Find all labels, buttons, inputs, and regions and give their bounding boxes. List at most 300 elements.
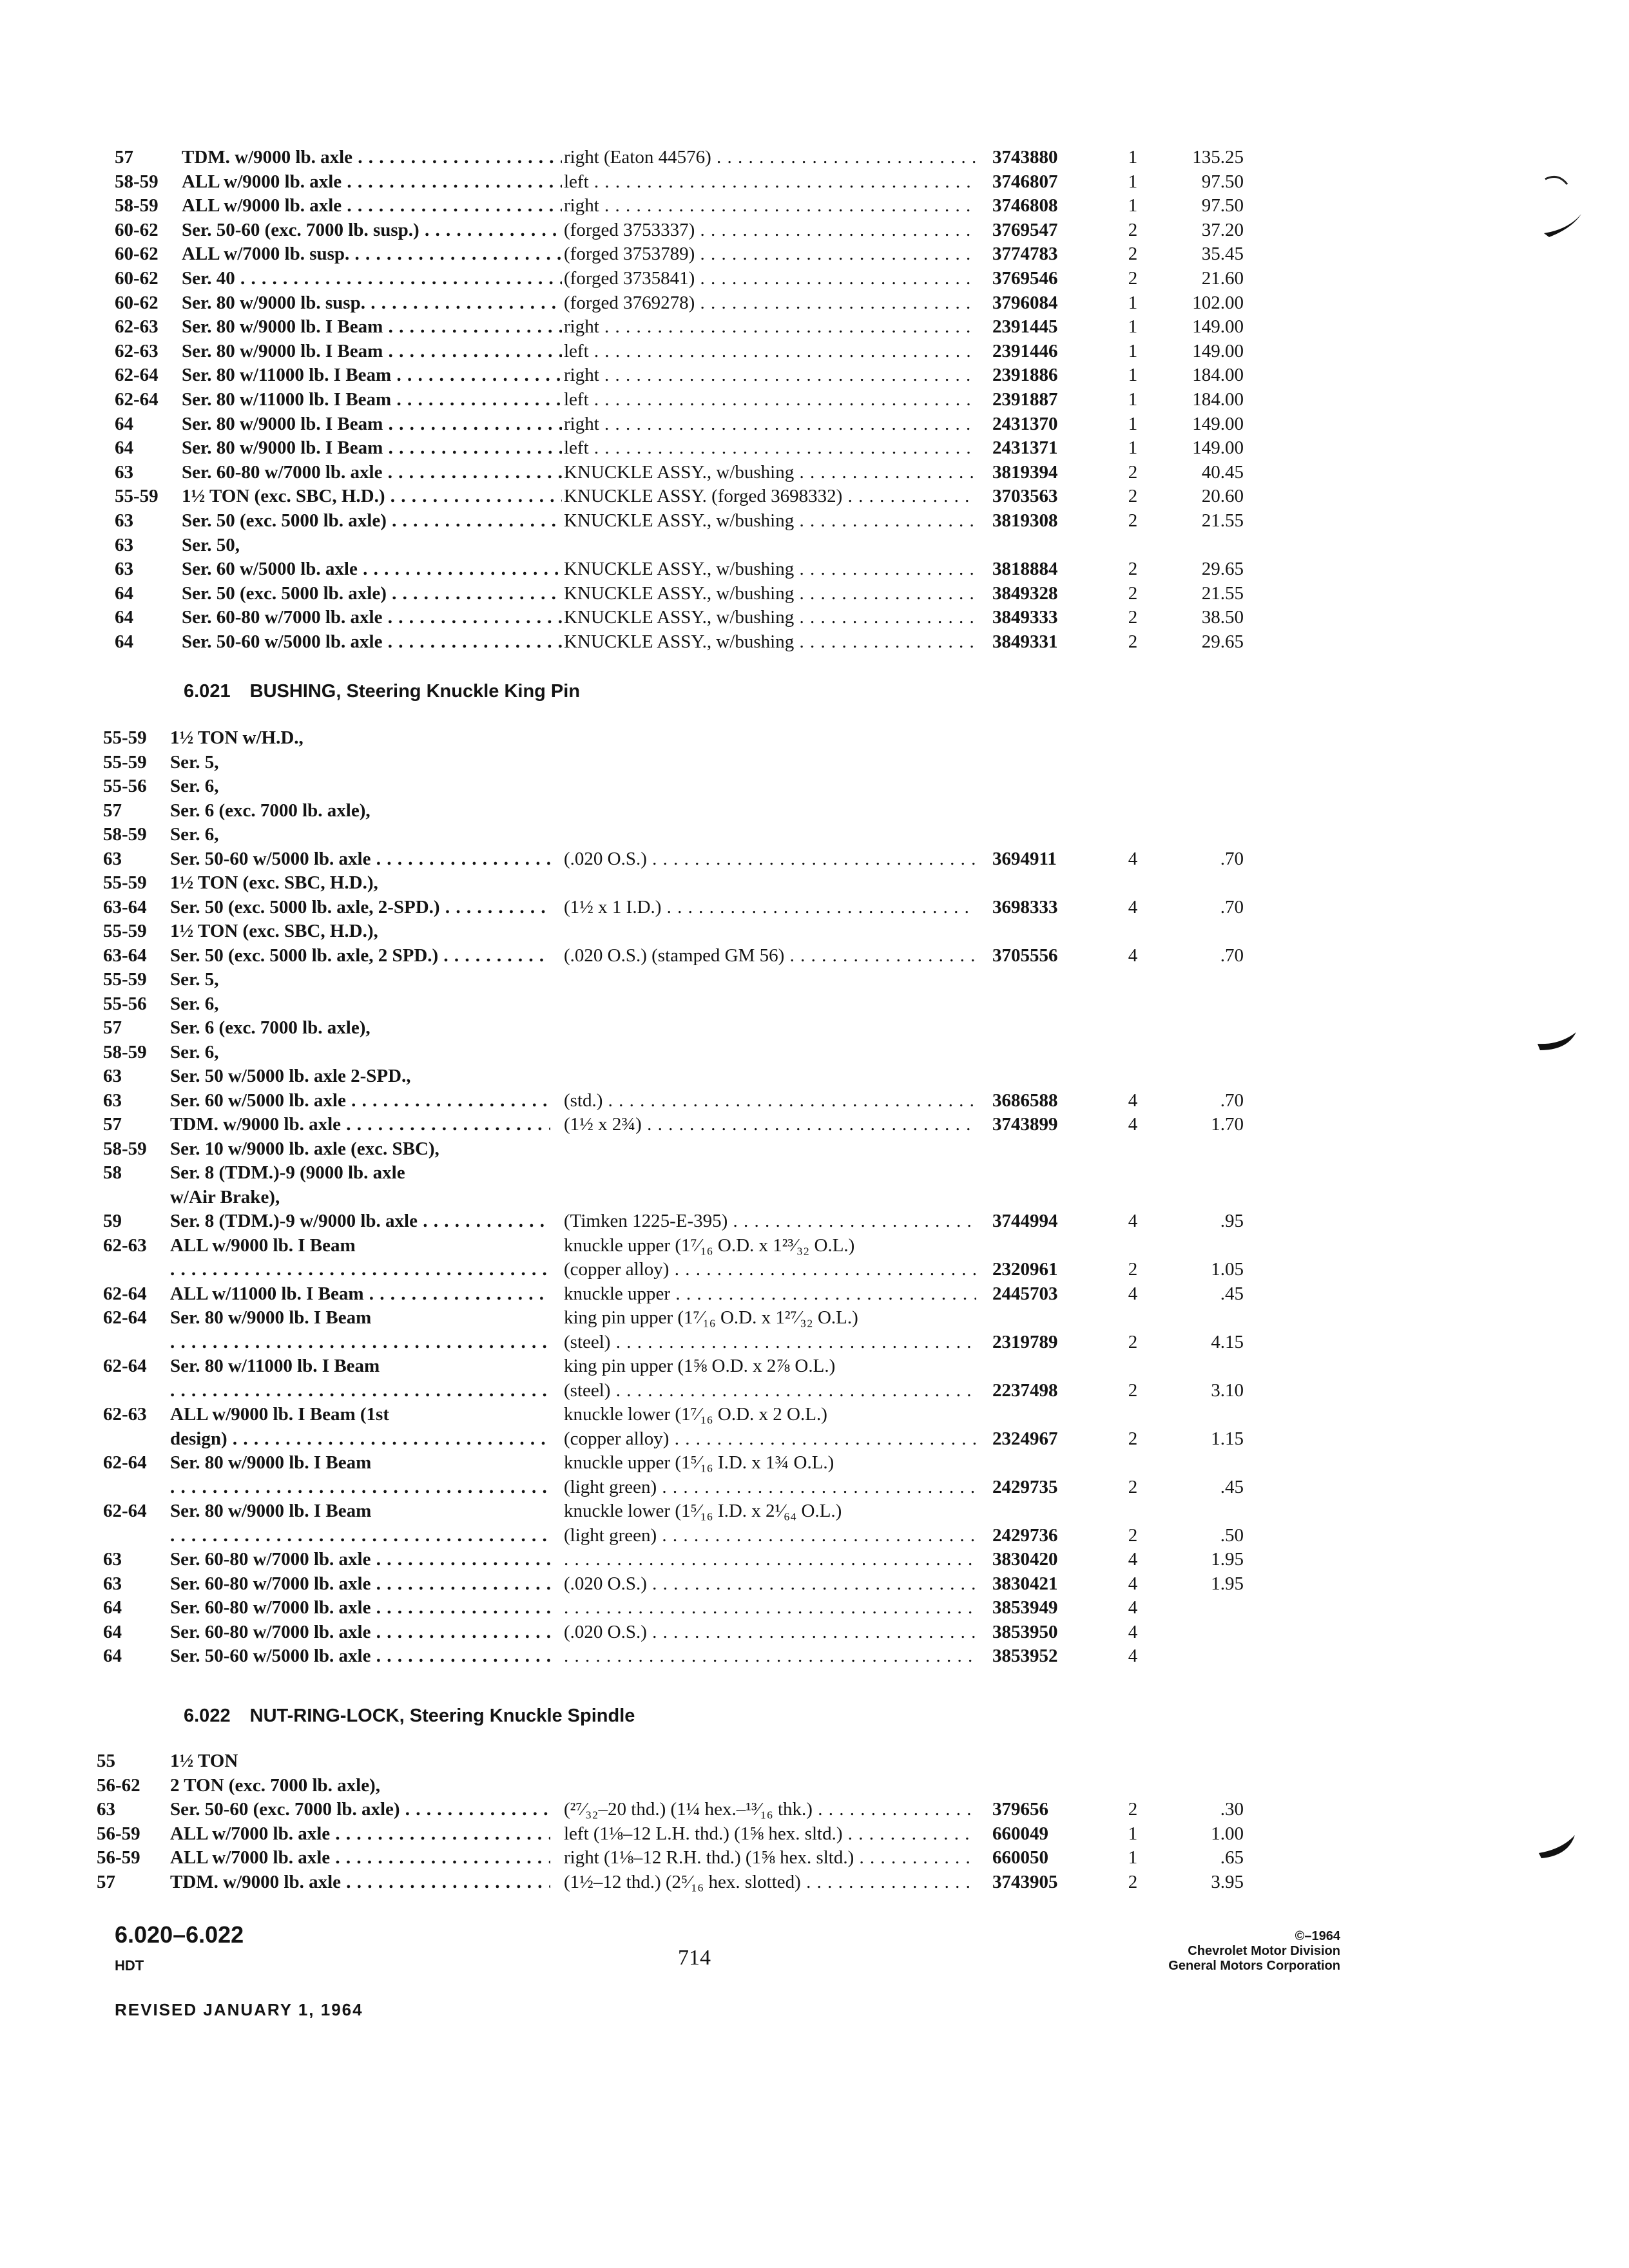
description-cell: KNUCKLE ASSY., w/bushing . . . bbox=[564, 461, 976, 485]
year-cell: 59 bbox=[103, 1211, 122, 1231]
part-number-cell: 2319789 bbox=[992, 1331, 1058, 1352]
year-cell: 58-59 bbox=[103, 824, 147, 845]
quantity-cell: 2 bbox=[1128, 244, 1138, 265]
description-cell bbox=[564, 533, 976, 557]
description-cell: (.020 O.S.) . . . bbox=[564, 1620, 976, 1644]
price-cell: 1.70 bbox=[1211, 1114, 1244, 1135]
table-continuation-row bbox=[0, 774, 1629, 798]
quantity-cell: 4 bbox=[1128, 945, 1138, 966]
year-cell: 58-59 bbox=[103, 1138, 147, 1159]
price-cell bbox=[1153, 1774, 1244, 1798]
year-cell bbox=[103, 1331, 164, 1354]
table-continuation-row bbox=[0, 992, 1629, 1016]
quantity-cell: 4 bbox=[1128, 896, 1138, 918]
application-cell: Ser. 50 (exc. 5000 lb. axle) . . . bbox=[182, 509, 562, 533]
price-cell bbox=[1153, 1620, 1244, 1644]
description-cell: right (Eaton 44576) . . . bbox=[564, 146, 976, 169]
table-row bbox=[0, 461, 1629, 485]
table-row bbox=[0, 630, 1629, 654]
description-cell: left . . . bbox=[564, 388, 976, 412]
year-cell: 63 bbox=[97, 1799, 115, 1820]
application-cell: Ser. 8 (TDM.)-9 (9000 lb. axle bbox=[170, 1162, 405, 1183]
table-row bbox=[0, 1572, 1629, 1596]
price-cell: 21.55 bbox=[1201, 510, 1244, 531]
description-cell: (.020 O.S.) . . . bbox=[564, 1572, 976, 1596]
application-cell: Ser. 80 w/11000 lb. I Beam . . . bbox=[182, 363, 562, 387]
quantity-cell bbox=[1113, 968, 1152, 992]
table-row bbox=[0, 944, 1629, 968]
application-cell: Ser. 80 w/11000 lb. I Beam . . . bbox=[182, 388, 562, 412]
description-cell: left . . . bbox=[564, 436, 976, 460]
year-cell: 57 bbox=[103, 1017, 122, 1038]
application-cell: ALL w/11000 lb. I Beam . . . bbox=[170, 1282, 550, 1306]
description-cell: (forged 3753789) . . . bbox=[564, 242, 976, 266]
part-number-cell bbox=[992, 533, 1105, 557]
description-cell: (.020 O.S.) . . . bbox=[564, 847, 976, 871]
table-row bbox=[0, 1524, 1629, 1548]
price-cell bbox=[1153, 1749, 1244, 1773]
table-continuation-row bbox=[0, 1306, 1629, 1330]
description-cell: (1½–12 thd.) (2⁵⁄₁₆ hex. slotted) . . . bbox=[564, 1870, 976, 1894]
quantity-cell: 2 bbox=[1128, 1871, 1138, 1892]
application-cell: 1½ TON (exc. SBC, H.D.), bbox=[170, 921, 378, 941]
quantity-cell: 2 bbox=[1128, 219, 1138, 240]
table-row bbox=[0, 340, 1629, 363]
price-cell: 97.50 bbox=[1201, 171, 1244, 192]
margin-mark bbox=[1534, 1024, 1585, 1063]
table-row bbox=[0, 557, 1629, 581]
description-cell: left . . . bbox=[564, 170, 976, 194]
table-continuation-row bbox=[0, 1499, 1629, 1523]
part-number-cell bbox=[992, 799, 1105, 823]
application-cell: Ser. 6, bbox=[170, 993, 219, 1014]
part-number-cell bbox=[992, 823, 1105, 847]
year-cell: 62-64 bbox=[103, 1452, 147, 1473]
year-cell: 62-64 bbox=[103, 1356, 147, 1376]
application-cell: ALL w/9000 lb. axle . . . bbox=[182, 194, 562, 218]
year-cell: 63 bbox=[103, 1066, 122, 1086]
year-cell: 63 bbox=[115, 534, 133, 555]
quantity-cell bbox=[1113, 1774, 1152, 1798]
price-cell bbox=[1153, 1499, 1244, 1523]
description-cell: KNUCKLE ASSY., w/bushing . . . bbox=[564, 509, 976, 533]
revision-date: REVISED JANUARY 1, 1964 bbox=[115, 2000, 363, 2019]
description-cell: (1½ x 1 I.D.) . . . bbox=[564, 896, 976, 919]
year-cell: 55-59 bbox=[103, 921, 147, 941]
quantity-cell bbox=[1113, 1354, 1152, 1378]
description-cell: (copper alloy) . . . bbox=[564, 1427, 976, 1451]
quantity-cell: 1 bbox=[1128, 365, 1138, 386]
part-number-cell: 2391887 bbox=[992, 389, 1058, 410]
table-row bbox=[0, 847, 1629, 871]
margin-mark bbox=[1540, 161, 1592, 245]
year-cell: 56-59 bbox=[97, 1823, 140, 1844]
application-cell: TDM. w/9000 lb. axle . . . bbox=[182, 146, 562, 169]
year-cell: 63 bbox=[115, 559, 133, 580]
description-cell bbox=[564, 1186, 976, 1209]
application-cell bbox=[170, 1331, 550, 1354]
application-cell: Ser. 80 w/9000 lb. I Beam . . . bbox=[182, 436, 562, 460]
part-number-cell bbox=[992, 1016, 1105, 1040]
year-cell: 55-59 bbox=[103, 969, 147, 990]
description-cell: left (1⅛–12 L.H. thd.) (1⅝ hex. sltd.) . . . bbox=[564, 1822, 976, 1846]
quantity-cell: 1 bbox=[1128, 1823, 1138, 1844]
year-cell: 58-59 bbox=[115, 195, 159, 216]
quantity-cell: 2 bbox=[1128, 268, 1138, 289]
quantity-cell bbox=[1113, 1403, 1152, 1427]
application-cell: Ser. 50-60 w/5000 lb. axle . . . bbox=[182, 630, 562, 654]
section-number: 6.022 bbox=[184, 1706, 231, 1726]
description-cell: right (1⅛–12 R.H. thd.) (1⅝ hex. sltd.) . . . bbox=[564, 1846, 976, 1870]
quantity-cell: 1 bbox=[1128, 147, 1138, 168]
year-cell bbox=[103, 1258, 164, 1282]
application-cell: 2 TON (exc. 7000 lb. axle), bbox=[170, 1774, 380, 1796]
year-cell: 63 bbox=[115, 461, 133, 483]
quantity-cell: 2 bbox=[1128, 461, 1138, 483]
table-row bbox=[0, 315, 1629, 339]
margin-mark bbox=[1534, 1830, 1585, 1869]
quantity-cell bbox=[1113, 1064, 1152, 1088]
price-cell: 21.55 bbox=[1201, 582, 1244, 604]
table-row bbox=[0, 896, 1629, 919]
quantity-cell: 2 bbox=[1128, 1524, 1138, 1546]
part-number-cell bbox=[992, 871, 1105, 895]
price-cell: .65 bbox=[1220, 1847, 1244, 1868]
part-number-cell bbox=[992, 1161, 1105, 1185]
part-number-cell: 3849331 bbox=[992, 631, 1058, 652]
quantity-cell bbox=[1113, 751, 1152, 774]
description-cell bbox=[564, 1596, 976, 1620]
table-row bbox=[0, 1870, 1629, 1894]
quantity-cell: 2 bbox=[1128, 631, 1138, 652]
price-cell: 97.50 bbox=[1201, 195, 1244, 216]
year-cell: 64 bbox=[103, 1621, 122, 1642]
quantity-cell: 2 bbox=[1128, 1476, 1138, 1497]
description-cell: right . . . bbox=[564, 412, 976, 436]
year-cell bbox=[103, 1427, 164, 1451]
description-cell: KNUCKLE ASSY., w/bushing . . . bbox=[564, 582, 976, 606]
section-heading-6021 bbox=[184, 680, 580, 704]
table-row bbox=[0, 1620, 1629, 1644]
price-cell: 38.50 bbox=[1201, 607, 1244, 628]
application-cell: ALL w/9000 lb. I Beam (1st bbox=[170, 1404, 389, 1425]
table-continuation-row bbox=[0, 919, 1629, 943]
quantity-cell bbox=[1113, 1016, 1152, 1040]
description-cell: (²⁷⁄₃₂–20 thd.) (1¼ hex.–¹³⁄₁₆ thk.) . . . bbox=[564, 1798, 976, 1821]
table-row bbox=[0, 194, 1629, 218]
part-number-cell: 3694911 bbox=[992, 848, 1057, 869]
price-cell: 1.05 bbox=[1211, 1259, 1244, 1280]
description-cell: knuckle upper (1⁷⁄₁₆ O.D. x 1²³⁄₃₂ O.L.) bbox=[564, 1235, 855, 1256]
table-continuation-row bbox=[0, 1451, 1629, 1475]
application-cell: Ser. 80 w/11000 lb. I Beam bbox=[170, 1356, 380, 1376]
quantity-cell: 4 bbox=[1128, 1283, 1138, 1304]
part-number-cell bbox=[992, 774, 1105, 798]
part-number-cell: 2431371 bbox=[992, 437, 1058, 459]
quantity-cell bbox=[1113, 1161, 1152, 1185]
price-cell bbox=[1153, 1644, 1244, 1668]
application-cell: Ser. 80 w/9000 lb. I Beam . . . bbox=[182, 340, 562, 363]
part-number-cell: 3853950 bbox=[992, 1621, 1058, 1642]
application-cell: Ser. 6, bbox=[170, 776, 219, 796]
price-cell: 3.95 bbox=[1211, 1871, 1244, 1892]
quantity-cell: 2 bbox=[1128, 1799, 1138, 1820]
year-cell: 55-59 bbox=[103, 751, 147, 773]
year-cell: 60-62 bbox=[115, 219, 159, 240]
part-number-cell bbox=[992, 726, 1105, 750]
application-cell: Ser. 50 (exc. 5000 lb. axle) . . . bbox=[182, 582, 562, 606]
table-continuation-row bbox=[0, 871, 1629, 895]
table-row bbox=[0, 1596, 1629, 1620]
price-cell: .70 bbox=[1220, 896, 1244, 918]
description-cell: (steel) . . . bbox=[564, 1331, 976, 1354]
section-title: BUSHING, Steering Knuckle King Pin bbox=[249, 681, 581, 702]
price-cell: 184.00 bbox=[1192, 365, 1244, 386]
part-number-cell: 3744994 bbox=[992, 1211, 1058, 1231]
description-cell: right . . . bbox=[564, 363, 976, 387]
year-cell: 63 bbox=[115, 510, 133, 531]
footer-section-range: 6.020–6.022 bbox=[115, 1921, 244, 1948]
price-cell: 1.15 bbox=[1211, 1428, 1244, 1449]
part-number-cell: 660050 bbox=[992, 1847, 1048, 1868]
table-continuation-row bbox=[0, 726, 1629, 750]
price-cell bbox=[1153, 533, 1244, 557]
quantity-cell bbox=[1113, 1234, 1152, 1258]
description-cell bbox=[564, 919, 976, 943]
application-cell: Ser. 50 (exc. 5000 lb. axle, 2-SPD.) . . . bbox=[170, 896, 550, 919]
year-cell: 63 bbox=[103, 1090, 122, 1111]
table-row bbox=[0, 1798, 1629, 1821]
description-cell: (.020 O.S.) (stamped GM 56) . . . bbox=[564, 944, 976, 968]
part-number-cell: 3819394 bbox=[992, 461, 1058, 483]
year-cell: 55-59 bbox=[103, 872, 147, 893]
quantity-cell: 2 bbox=[1128, 607, 1138, 628]
quantity-cell bbox=[1113, 1499, 1152, 1523]
part-number-cell: 660049 bbox=[992, 1823, 1048, 1844]
quantity-cell: 2 bbox=[1128, 1379, 1138, 1401]
year-cell: 57 bbox=[103, 800, 122, 821]
year-cell: 60-62 bbox=[115, 244, 159, 265]
year-cell: 63 bbox=[103, 1549, 122, 1570]
application-cell: Ser. 60 w/5000 lb. axle . . . bbox=[170, 1089, 550, 1113]
section-number: 6.021 bbox=[184, 681, 231, 702]
quantity-cell: 2 bbox=[1128, 559, 1138, 580]
description-cell: KNUCKLE ASSY. (forged 3698332) . . . bbox=[564, 485, 976, 508]
price-cell: 3.10 bbox=[1211, 1379, 1244, 1401]
application-cell bbox=[170, 1524, 550, 1548]
price-cell bbox=[1153, 1137, 1244, 1161]
price-cell: 149.00 bbox=[1192, 413, 1244, 434]
price-cell: 29.65 bbox=[1201, 631, 1244, 652]
application-cell: Ser. 80 w/9000 lb. susp. . . . bbox=[182, 291, 562, 315]
part-number-cell: 2431370 bbox=[992, 413, 1058, 434]
table-row bbox=[0, 291, 1629, 315]
price-cell bbox=[1153, 1186, 1244, 1209]
description-cell bbox=[564, 1041, 976, 1064]
description-cell bbox=[564, 823, 976, 847]
application-cell: Ser. 50 (exc. 5000 lb. axle, 2 SPD.) . . . bbox=[170, 944, 550, 968]
year-cell: 63-64 bbox=[103, 945, 147, 966]
application-cell: Ser. 80 w/9000 lb. I Beam bbox=[170, 1307, 372, 1328]
part-number-cell: 3853949 bbox=[992, 1597, 1058, 1618]
year-cell bbox=[103, 1524, 164, 1548]
part-number-cell: 2320961 bbox=[992, 1259, 1058, 1280]
description-cell: knuckle lower (1⁷⁄₁₆ O.D. x 2 O.L.) bbox=[564, 1404, 827, 1425]
table-row bbox=[0, 412, 1629, 436]
year-cell: 55-59 bbox=[115, 486, 159, 507]
price-cell bbox=[1153, 1161, 1244, 1185]
application-cell: Ser. 5, bbox=[170, 969, 219, 990]
description-cell bbox=[564, 774, 976, 798]
table-continuation-row bbox=[0, 799, 1629, 823]
year-cell: 64 bbox=[115, 582, 133, 604]
application-cell: Ser. 60-80 w/7000 lb. axle . . . bbox=[170, 1548, 550, 1571]
price-cell bbox=[1153, 1064, 1244, 1088]
price-cell bbox=[1153, 1596, 1244, 1620]
quantity-cell: 2 bbox=[1128, 486, 1138, 507]
application-cell: 1½ TON bbox=[170, 1751, 238, 1771]
year-cell: 60-62 bbox=[115, 292, 159, 313]
price-cell: .70 bbox=[1220, 848, 1244, 869]
table-continuation-row bbox=[0, 533, 1629, 557]
quantity-cell: 1 bbox=[1128, 195, 1138, 216]
description-cell: KNUCKLE ASSY., w/bushing . . . bbox=[564, 630, 976, 654]
quantity-cell: 4 bbox=[1128, 1573, 1138, 1594]
application-cell: Ser. 40 . . . bbox=[182, 267, 562, 291]
table-continuation-row bbox=[0, 1016, 1629, 1040]
table-row bbox=[0, 388, 1629, 412]
quantity-cell: 4 bbox=[1128, 848, 1138, 869]
year-cell: 55-56 bbox=[103, 993, 147, 1014]
part-number-cell bbox=[992, 1186, 1105, 1209]
corporation-name: General Motors Corporation bbox=[1168, 1959, 1340, 1973]
table-row bbox=[0, 363, 1629, 387]
price-cell: 1.95 bbox=[1211, 1573, 1244, 1594]
part-number-cell: 3818884 bbox=[992, 559, 1058, 580]
application-cell: 1½ TON (exc. SBC, H.D.) . . . bbox=[182, 485, 562, 508]
description-cell: KNUCKLE ASSY., w/bushing . . . bbox=[564, 557, 976, 581]
part-number-cell: 2237498 bbox=[992, 1379, 1058, 1401]
table-continuation-row bbox=[0, 751, 1629, 774]
price-cell: 35.45 bbox=[1201, 244, 1244, 265]
year-cell: 57 bbox=[103, 1114, 122, 1135]
year-cell: 64 bbox=[115, 413, 133, 434]
application-cell: Ser. 10 w/9000 lb. axle (exc. SBC), bbox=[170, 1138, 439, 1159]
quantity-cell: 4 bbox=[1128, 1597, 1138, 1618]
table-row bbox=[0, 1209, 1629, 1233]
quantity-cell: 1 bbox=[1128, 1847, 1138, 1868]
part-number-cell bbox=[992, 1354, 1105, 1378]
application-cell bbox=[170, 1379, 550, 1403]
part-number-cell: 3849328 bbox=[992, 582, 1058, 604]
application-cell: ALL w/7000 lb. axle . . . bbox=[170, 1846, 550, 1870]
price-cell: .30 bbox=[1220, 1799, 1244, 1820]
description-cell bbox=[564, 1137, 976, 1161]
application-cell: TDM. w/9000 lb. axle . . . bbox=[170, 1870, 550, 1894]
table-row bbox=[0, 436, 1629, 460]
price-cell: 4.15 bbox=[1211, 1331, 1244, 1352]
year-cell: 62-63 bbox=[115, 316, 159, 338]
application-cell: ALL w/9000 lb. axle . . . bbox=[182, 170, 562, 194]
table-continuation-row bbox=[0, 1749, 1629, 1773]
part-number-cell: 2391445 bbox=[992, 316, 1058, 338]
price-cell: 135.25 bbox=[1192, 147, 1244, 168]
application-cell: ALL w/7000 lb. axle . . . bbox=[170, 1822, 550, 1846]
table-row bbox=[0, 1282, 1629, 1306]
table-row bbox=[0, 1475, 1629, 1499]
quantity-cell bbox=[1113, 726, 1152, 750]
quantity-cell bbox=[1113, 1186, 1152, 1209]
year-cell: 62-63 bbox=[115, 340, 159, 361]
application-cell: Ser. 60-80 w/7000 lb. axle . . . bbox=[182, 461, 562, 485]
description-cell bbox=[564, 751, 976, 774]
price-cell bbox=[1153, 751, 1244, 774]
part-number-cell bbox=[992, 1499, 1105, 1523]
price-cell: .50 bbox=[1220, 1524, 1244, 1546]
table-continuation-row bbox=[0, 823, 1629, 847]
table-row bbox=[0, 218, 1629, 242]
description-cell: king pin upper (1⅝ O.D. x 2⅞ O.L.) bbox=[564, 1356, 836, 1376]
table-continuation-row bbox=[0, 1161, 1629, 1185]
quantity-cell bbox=[1113, 774, 1152, 798]
table-row bbox=[0, 582, 1629, 606]
price-cell: 149.00 bbox=[1192, 316, 1244, 338]
part-number-cell: 3819308 bbox=[992, 510, 1058, 531]
application-cell: ALL w/7000 lb. susp. . . . bbox=[182, 242, 562, 266]
application-cell: TDM. w/9000 lb. axle . . . bbox=[170, 1113, 550, 1137]
table-continuation-row bbox=[0, 1064, 1629, 1088]
description-cell: (Timken 1225-E-395) . . . bbox=[564, 1209, 976, 1233]
table-row bbox=[0, 1822, 1629, 1846]
table-row bbox=[0, 1548, 1629, 1571]
price-cell bbox=[1153, 992, 1244, 1016]
quantity-cell: 2 bbox=[1128, 510, 1138, 531]
part-number-cell bbox=[992, 1451, 1105, 1475]
part-number-cell: 3746807 bbox=[992, 171, 1058, 192]
table-row bbox=[0, 1089, 1629, 1113]
year-cell: 64 bbox=[103, 1646, 122, 1666]
description-cell bbox=[564, 992, 976, 1016]
table-row bbox=[0, 1846, 1629, 1870]
division-name: Chevrolet Motor Division bbox=[1188, 1944, 1340, 1958]
part-number-cell: 2429736 bbox=[992, 1524, 1058, 1546]
quantity-cell bbox=[1113, 992, 1152, 1016]
quantity-cell bbox=[1113, 799, 1152, 823]
application-cell: Ser. 80 w/9000 lb. I Beam . . . bbox=[182, 412, 562, 436]
quantity-cell: 1 bbox=[1128, 437, 1138, 459]
part-number-cell: 3746808 bbox=[992, 195, 1058, 216]
quantity-cell bbox=[1113, 871, 1152, 895]
quantity-cell bbox=[1113, 1749, 1152, 1773]
part-number-cell: 3703563 bbox=[992, 486, 1058, 507]
table-continuation-row bbox=[0, 1403, 1629, 1427]
quantity-cell: 4 bbox=[1128, 1549, 1138, 1570]
price-cell bbox=[1153, 799, 1244, 823]
table-row bbox=[0, 1644, 1629, 1668]
publisher-block bbox=[1168, 1929, 1340, 1974]
description-cell: KNUCKLE ASSY., w/bushing . . . bbox=[564, 606, 976, 629]
table-continuation-row bbox=[0, 1137, 1629, 1161]
table-row bbox=[0, 606, 1629, 629]
application-cell: 1½ TON w/H.D., bbox=[170, 727, 304, 748]
table-continuation-row bbox=[0, 1041, 1629, 1064]
application-cell: Ser. 6, bbox=[170, 824, 219, 845]
description-cell: (forged 3753337) . . . bbox=[564, 218, 976, 242]
application-cell: Ser. 6 (exc. 7000 lb. axle), bbox=[170, 1017, 371, 1038]
application-cell: Ser. 60-80 w/7000 lb. axle . . . bbox=[170, 1596, 550, 1620]
price-cell bbox=[1153, 726, 1244, 750]
part-number-cell: 3743899 bbox=[992, 1114, 1058, 1135]
